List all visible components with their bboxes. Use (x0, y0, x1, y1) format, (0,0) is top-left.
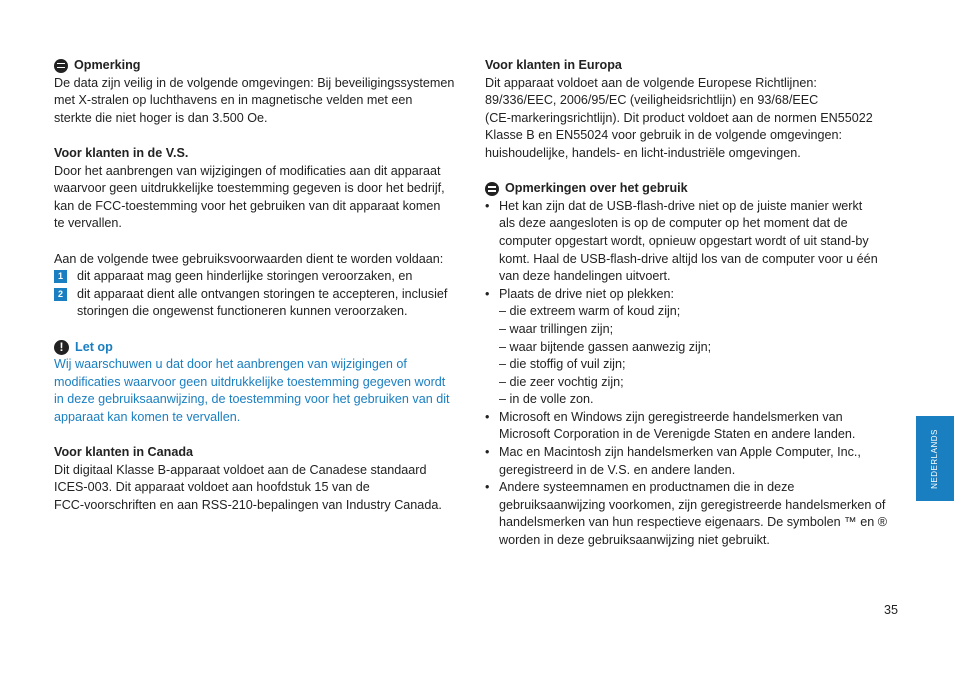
europe-line: (CE-markeringsrichtlijn). Dit product voldoet aan de normen EN55022 (485, 110, 873, 125)
note-line: sterkte die niet hoger is dan 3.500 Oe. (54, 110, 268, 125)
warning-heading (54, 339, 470, 357)
condition-line: storingen die ongewenst functioneren kunnen veroorzaken. (77, 304, 408, 319)
sub-list (499, 303, 901, 409)
left-column (54, 57, 470, 514)
usage-heading (485, 180, 901, 198)
condition-item (54, 268, 470, 286)
bullet-line: als deze aangesloten is op de computer op het moment dat de (499, 216, 848, 231)
note-icon (485, 182, 499, 196)
usa-line: kan de FCC-toestemming voor het gebruiken van dit apparaat komen (54, 198, 441, 213)
warning-title: Let op (75, 339, 113, 354)
canada-body (54, 462, 470, 515)
language-tab-label: NEDERLANDS (930, 428, 940, 489)
bullet-line: van deze handelingen uitvoert. (499, 269, 671, 284)
warning-line: modificaties waarvoor geen uitdrukkelijke toestemming gegeven wordt (54, 374, 446, 389)
bullet-line: • Andere systeemnamen en productnamen die in deze (499, 480, 795, 495)
bullet-line: computer opgestart wordt, opnieuw opgestart wordt of uit stand-by (499, 233, 869, 248)
right-column (485, 57, 901, 550)
list-item (485, 444, 901, 479)
bullet-line: • Microsoft en Windows zijn geregistreerde handelsmerken van (499, 409, 843, 424)
europe-line: 89/336/EEC, 2006/95/EC (veiligheidsrichtlijn) en 93/68/EEC (485, 93, 819, 108)
page-number: 35 (884, 603, 899, 617)
usa-heading: Voor klanten in de V.S. (54, 145, 189, 160)
sub-item: – die stoffig of vuil zijn; (499, 356, 901, 374)
note-heading (54, 57, 470, 75)
warning-line: Wij waarschuwen u dat door het aanbrengen van wijzigingen of (54, 357, 407, 372)
warning-line: apparaat kan komen te vervallen. (54, 409, 241, 424)
note-title: Opmerking (74, 58, 141, 72)
canada-line: ICES-003. Dit apparaat voldoet aan hoofdstuk 15 van de (54, 480, 370, 495)
bullet-line: Microsoft Corporation in de Verenigde Staten en andere landen. (499, 427, 856, 442)
usa-line: Door het aanbrengen van wijzigingen of modificaties aan dit apparaat (54, 163, 441, 178)
bullet-line: • Mac en Macintosh zijn handelsmerken van Apple Computer, Inc., (499, 445, 861, 460)
condition-line: dit apparaat dient alle ontvangen storingen te accepteren, inclusief (77, 286, 448, 301)
warning-icon: ! (54, 340, 69, 355)
note-line: met X-stralen op luchthavens en in magnetische velden met een (54, 93, 413, 108)
sub-item: – in de volle zon. (499, 391, 901, 409)
bullet-line: geregistreerd in de V.S. en andere landen. (499, 462, 736, 477)
usa-line: waarvoor geen uitdrukkelijke toestemming gegeven is door het bedrijf, (54, 181, 445, 196)
list-item (485, 286, 901, 409)
europe-body (485, 75, 901, 163)
sub-item: – die extreem warm of koud zijn; (499, 303, 901, 321)
condition-line: dit apparaat mag geen hinderlijke storingen veroorzaken, en (77, 269, 413, 284)
number-badge: 1 (54, 270, 67, 283)
list-item (485, 198, 901, 286)
bullet-line: komt. Haal de USB-flash-drive altijd los van de computer voor u één (499, 251, 878, 266)
note-body (54, 75, 470, 128)
warning-line: in deze gebruiksaanwijzing, de toestemming voor het gebruiken van dit (54, 392, 450, 407)
usa-body (54, 163, 470, 233)
bullet-line: • Het kan zijn dat de USB-flash-drive niet op de juiste manier werkt (499, 198, 863, 213)
list-item (485, 409, 901, 444)
language-tab (916, 416, 954, 501)
note-icon (54, 59, 68, 73)
europe-line: Klasse B en EN55024 voor gebruik in de volgende omgevingen: (485, 128, 843, 143)
bullet-line: worden in deze gebruiksaanwijzing niet gebruikt. (499, 533, 770, 548)
usa-line: te vervallen. (54, 216, 122, 231)
conditions-intro: Aan de volgende twee gebruiksvoorwaarden dient te worden voldaan: (54, 251, 444, 266)
usage-list (485, 198, 901, 550)
canada-line: FCC-voorschriften en aan RSS-210-bepalingen van Industry Canada. (54, 497, 442, 512)
bullet-line: handelsmerken van hun respectieve eigenaars. De symbolen ™ en ® (499, 515, 888, 530)
europe-line: huishoudelijke, handels- en licht-industriële omgevingen. (485, 145, 801, 160)
condition-item (54, 286, 470, 321)
note-line: De data zijn veilig in de volgende omgevingen: Bij beveiligingssystemen (54, 75, 455, 90)
sub-item: – waar bijtende gassen aanwezig zijn; (499, 339, 901, 357)
sub-item: – waar trillingen zijn; (499, 321, 901, 339)
list-item (485, 479, 901, 549)
bullet-line: gebruiksaanwijzing voorkomen, zijn geregistreerde handelsmerken of (499, 497, 886, 512)
canada-line: Dit digitaal Klasse B-apparaat voldoet aan de Canadese standaard (54, 462, 427, 477)
europe-heading: Voor klanten in Europa (485, 58, 622, 72)
canada-heading: Voor klanten in Canada (54, 445, 194, 460)
europe-line: Dit apparaat voldoet aan de volgende Europese Richtlijnen: (485, 75, 817, 90)
usage-title: Opmerkingen over het gebruik (505, 181, 688, 196)
warning-body (54, 356, 470, 426)
bullet-line: • Plaats de drive niet op plekken: (499, 286, 675, 301)
sub-item: – die zeer vochtig zijn; (499, 374, 901, 392)
number-badge: 2 (54, 288, 67, 301)
